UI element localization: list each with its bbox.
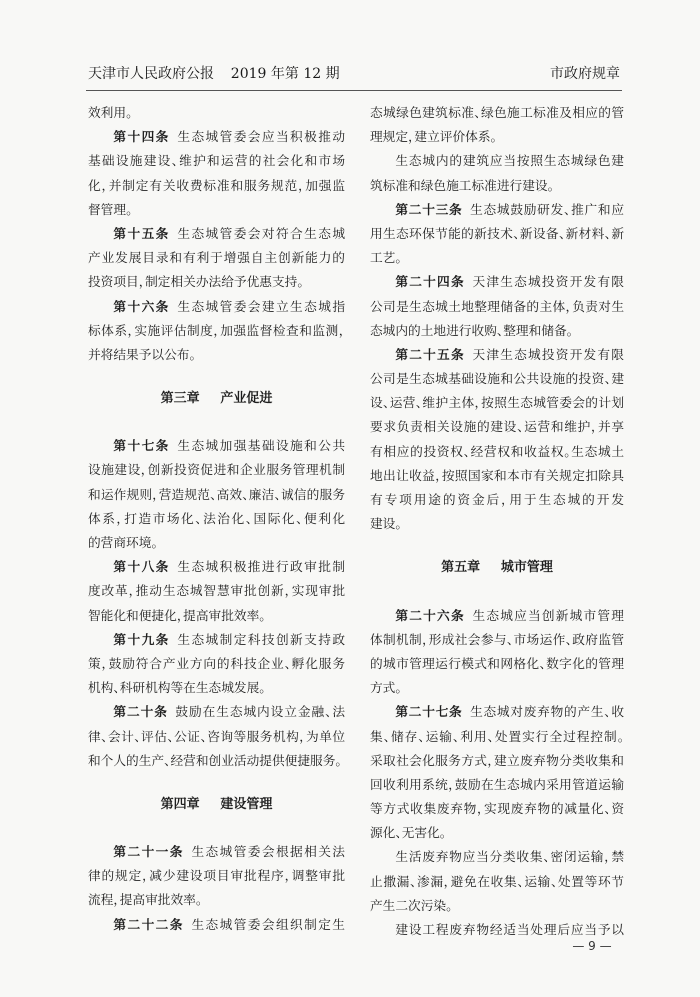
article-16 [88, 295, 345, 368]
text-line [88, 125, 345, 149]
text-line: 度改革，推动生态城智慧审批创新，实现审批 [88, 583, 346, 599]
text-line: 体制机制，形成社会参与、市场运作、政府监管 [370, 631, 625, 647]
text-line: 智能化和便捷化，提高审批效率。 [88, 607, 266, 623]
article-text: 生态城加强基础设施和公共 [177, 438, 346, 454]
right-column [370, 101, 624, 942]
text-line: 的营商环境。 [88, 535, 158, 550]
section-title: 市政府规章 [550, 66, 620, 82]
text-line: 投资项目，制定相关办法给予优惠支持。 [88, 274, 304, 290]
article-text: 天津生态城投资开发有限 [472, 346, 624, 362]
article-14 [88, 125, 345, 222]
article-22 [88, 913, 345, 937]
text-line: 机构、科研机构等在生态城发展。 [88, 680, 266, 696]
article-label: 第二十三条 [395, 201, 463, 217]
chapter-number: 第五章 [441, 560, 481, 576]
text-line: 工艺。 [370, 250, 402, 266]
text-line: 产业发展目录和有利于增强自主创新能力的 [88, 250, 345, 266]
text-line: 效利用。 [88, 105, 133, 120]
article-label: 第十四条 [113, 129, 170, 145]
text-line: 标体系，实施评估制度，加强监督检查和监测， [88, 322, 346, 338]
text-line: 地出让收益，按照国家和本市有关规定扣除具 [370, 467, 625, 483]
text-line [370, 198, 624, 222]
text-line: 有相应的投资权、经营权和收益权。生态城土 [370, 443, 625, 459]
text-line: 方式。 [370, 680, 402, 696]
article-25 [370, 343, 624, 537]
article-text: 鼓励在生态城内设立金融、法 [175, 704, 346, 720]
journal-title: 天津市人民政府公报 [88, 66, 214, 82]
article-26 [370, 604, 624, 701]
article-21 [88, 840, 345, 913]
text-line [88, 840, 345, 864]
chapter-number: 第三章 [160, 391, 200, 407]
text-line [88, 434, 345, 458]
article-text: 生态城管委会组织制定生 [191, 916, 345, 932]
text-line: 化，并制定有关收费标准和服务规范，加强监 [88, 177, 346, 193]
text-line: 基础设施建设、维护和运营的社会化和市场 [88, 153, 346, 169]
text-line: 并将结果予以公布。 [88, 346, 196, 362]
paragraph-continuation [88, 101, 345, 125]
text-line: 等方式收集废弃物，实现废弃物的减量化、资 [370, 801, 625, 817]
text-line: 策，鼓励符合产业方向的科技企业、孵化服务 [88, 655, 346, 671]
article-label: 第二十二条 [113, 916, 184, 932]
text-line: 止撒漏、渗漏，避免在收集、运输、处置等环节 [370, 873, 624, 889]
text-line [88, 700, 345, 724]
text-line: 的城市管理运行模式和网格化、数字化的管理 [370, 655, 625, 671]
text-line: 律、会计、评估、公证、咨询等服务机构，为单位 [88, 728, 346, 744]
page-header [88, 64, 620, 84]
article-label: 第二十一条 [113, 844, 184, 860]
text-line: 源化、无害化。 [370, 825, 447, 841]
header-rule [86, 90, 622, 91]
article-text: 天津生态城投资开发有限 [472, 274, 624, 290]
article-label: 第二十七条 [395, 704, 463, 720]
text-line: 用生态环保节能的新技术、新设备、新材料、新 [370, 225, 625, 241]
chapter-title: 产业促进 [220, 391, 273, 407]
article-text: 生态城积极推进行政审批制 [177, 559, 346, 575]
text-line [88, 628, 345, 652]
left-column [88, 101, 345, 937]
article-label: 第十八条 [113, 559, 170, 575]
chapter-number: 第四章 [160, 796, 200, 812]
article-23 [370, 198, 624, 271]
article-label: 第十七条 [113, 438, 170, 454]
article-text: 生态城管委会应当积极推动 [177, 129, 346, 145]
text-line: 和运作规则，营造规范、高效、廉洁、诚信的服务 [88, 486, 346, 502]
article-label: 第十六条 [113, 298, 170, 314]
text-line: 流程，提高审批效率。 [88, 892, 203, 908]
text-line [370, 270, 624, 294]
article-label: 第十五条 [113, 225, 170, 241]
text-line: 集、储存、运输、利用、处置实行全过程控制。 [370, 728, 625, 744]
text-line: 有专项用途的资金后，用于生态城的开发 [370, 492, 625, 507]
article-label: 第二十四条 [395, 274, 465, 290]
article-17 [88, 434, 345, 555]
text-line: 建设工程废弃物经适当处理后应当予以 [395, 922, 624, 937]
text-line: 和个人的生产、经营和创业活动提供便捷服务。 [88, 752, 342, 768]
text-line [88, 555, 345, 579]
article-20 [88, 700, 345, 773]
text-line: 生态城内的建筑应当按照生态城绿色建 [395, 153, 624, 169]
text-line: 要求负责相关设施的建设、运营和维护，并享 [370, 419, 625, 435]
article-label: 第二十条 [113, 704, 168, 720]
text-line: 态城内的土地进行收购、整理和储备。 [370, 322, 573, 338]
text-line: 公司是生态城基础设施和公共设施的投资、建 [370, 371, 624, 387]
paragraph-continuation [370, 101, 624, 149]
chapter-title: 城市管理 [500, 560, 553, 576]
text-line: 体系，打造市场化、法治化、国际化、便利化 [88, 510, 346, 526]
article-label: 第二十五条 [395, 346, 465, 362]
text-line: 回收利用系统，鼓励在生态城内采用管道运输 [370, 776, 625, 792]
text-line: 建设。 [370, 516, 402, 532]
text-line: 理规定，建立评价体系。 [370, 129, 497, 145]
text-line [370, 343, 624, 367]
article-label: 第十九条 [113, 631, 170, 647]
text-line: 生活废弃物应当分类收集、密闭运输，禁 [395, 849, 625, 865]
article-text: 生态城对废弃物的产生、收 [470, 704, 625, 720]
chapter-heading [370, 556, 624, 580]
issue-number: 2019 年第 12 期 [230, 66, 340, 82]
text-line [88, 222, 345, 246]
article-text: 生态城应当创新城市管理 [472, 607, 624, 623]
text-line: 公司是生态城土地整理储备的主体，负责对生 [370, 298, 625, 314]
chapter-title: 建设管理 [220, 796, 273, 812]
text-line [370, 604, 624, 628]
text-line: 采取社会化服务方式，建立废弃物分类收集和 [370, 752, 624, 768]
article-text: 生态城鼓励研发、推广和应 [470, 201, 625, 217]
text-line: 筑标准和绿色施工标准进行建设。 [370, 177, 554, 193]
text-line: 产生二次污染。 [370, 897, 453, 913]
article-text: 生态城制定科技创新支持政 [177, 631, 346, 647]
paragraph [370, 149, 624, 197]
text-line: 态城绿色建筑标准、绿色施工标准及相应的管 [370, 105, 625, 120]
text-line: 律的规定，减少建设项目审批程序，调整审批 [88, 868, 346, 884]
article-19 [88, 628, 345, 701]
paragraph [370, 845, 624, 918]
text-line: 设、运营、维护主体，按照生态城管委会的计划 [370, 395, 625, 411]
chapter-heading [88, 793, 345, 817]
article-24 [370, 270, 624, 343]
chapter-heading [88, 387, 345, 411]
text-line [370, 700, 624, 724]
article-text: 生态城管委会建立生态城指 [177, 298, 346, 314]
article-18 [88, 555, 345, 628]
text-line [88, 295, 345, 319]
page-number: — 9 — [572, 939, 612, 953]
text-line: 设施建设，创新投资促进和企业服务管理机制 [88, 462, 346, 478]
article-text: 生态城管委会根据相关法 [191, 844, 345, 860]
article-27 [370, 700, 624, 845]
article-label: 第二十六条 [395, 607, 465, 623]
text-line: 督管理。 [88, 201, 133, 217]
article-text: 生态城管委会对符合生态城 [177, 225, 346, 241]
text-line [88, 913, 345, 937]
article-15 [88, 222, 345, 295]
